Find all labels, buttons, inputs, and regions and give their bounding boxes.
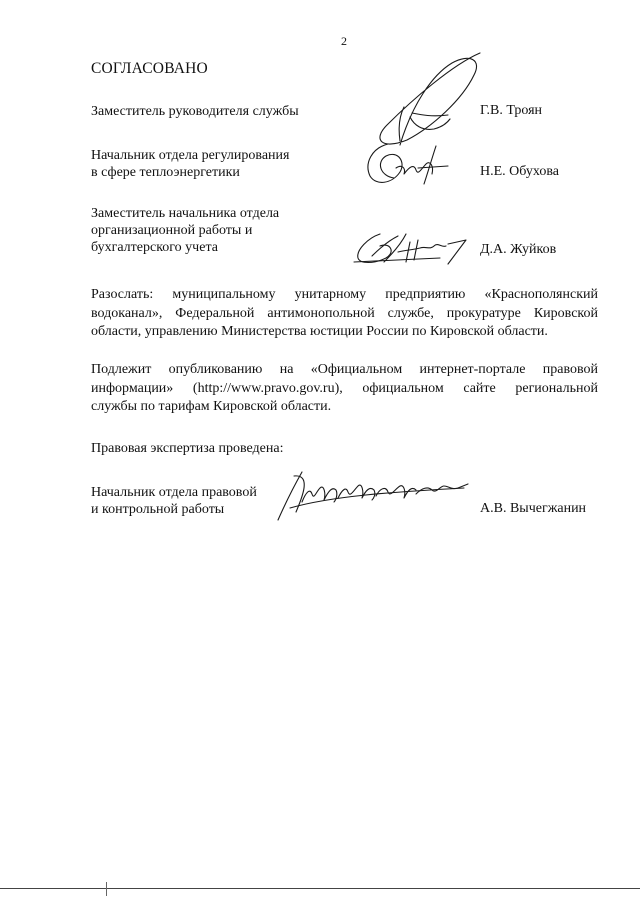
- distribution-paragraph: [91, 286, 598, 342]
- approver-name-2: Н.Е. Обухова: [480, 164, 559, 179]
- footer-tick: [106, 882, 107, 896]
- approver-position-1: [91, 103, 299, 120]
- paragraph-line: службы по тарифам Кировской области.: [91, 399, 332, 414]
- approver-position-line: в сфере теплоэнергетики: [91, 165, 240, 180]
- page-number: 2: [341, 34, 347, 48]
- approver-position-line: бухгалтерского учета: [91, 240, 218, 255]
- approver-position-2: [91, 147, 289, 181]
- paragraph-line: области, управлению Министерства юстиции России по Кировской области.: [91, 324, 548, 339]
- approver-position-3: [91, 205, 279, 256]
- approver-position-line: Заместитель начальника отдела: [91, 206, 280, 221]
- paragraph-line: Подлежит опубликованию на «Официальном интернет-портале правовой: [91, 362, 598, 377]
- legal-signer-position: [91, 484, 257, 518]
- signature-obukhova: [360, 138, 455, 193]
- approver-name-1: Г.В. Троян: [480, 103, 543, 118]
- signature-zhuykov: [350, 228, 475, 270]
- paragraph-line: информации» (http://www.pravo.gov.ru), официальном сайте региональной: [91, 380, 598, 396]
- legal-signer-position-line: Начальник отдела правовой: [91, 485, 257, 500]
- signature-vychegzhanin: [272, 468, 472, 524]
- approver-position-line: Начальник отдела регулирования: [91, 148, 290, 163]
- legal-signer-position-line: и контрольной работы: [91, 502, 225, 517]
- approver-name-3: Д.А. Жуйков: [480, 242, 557, 257]
- publication-paragraph: [91, 361, 598, 417]
- footer-rule: [0, 888, 640, 889]
- legal-review-note: Правовая экспертиза проведена:: [91, 441, 284, 456]
- paragraph-line: Разослать: муниципальному унитарному предприятию «Краснополянский: [91, 287, 598, 302]
- paragraph-line: водоканал», Федеральной антимонопольной службе, прокуратуре Кировской: [91, 305, 598, 321]
- approver-position-line: организационной работы и: [91, 223, 253, 238]
- approver-position-line: Заместитель руководителя службы: [91, 104, 299, 119]
- approval-heading: СОГЛАСОВАНО: [91, 60, 208, 77]
- legal-signer-name: А.В. Вычегжанин: [480, 501, 587, 516]
